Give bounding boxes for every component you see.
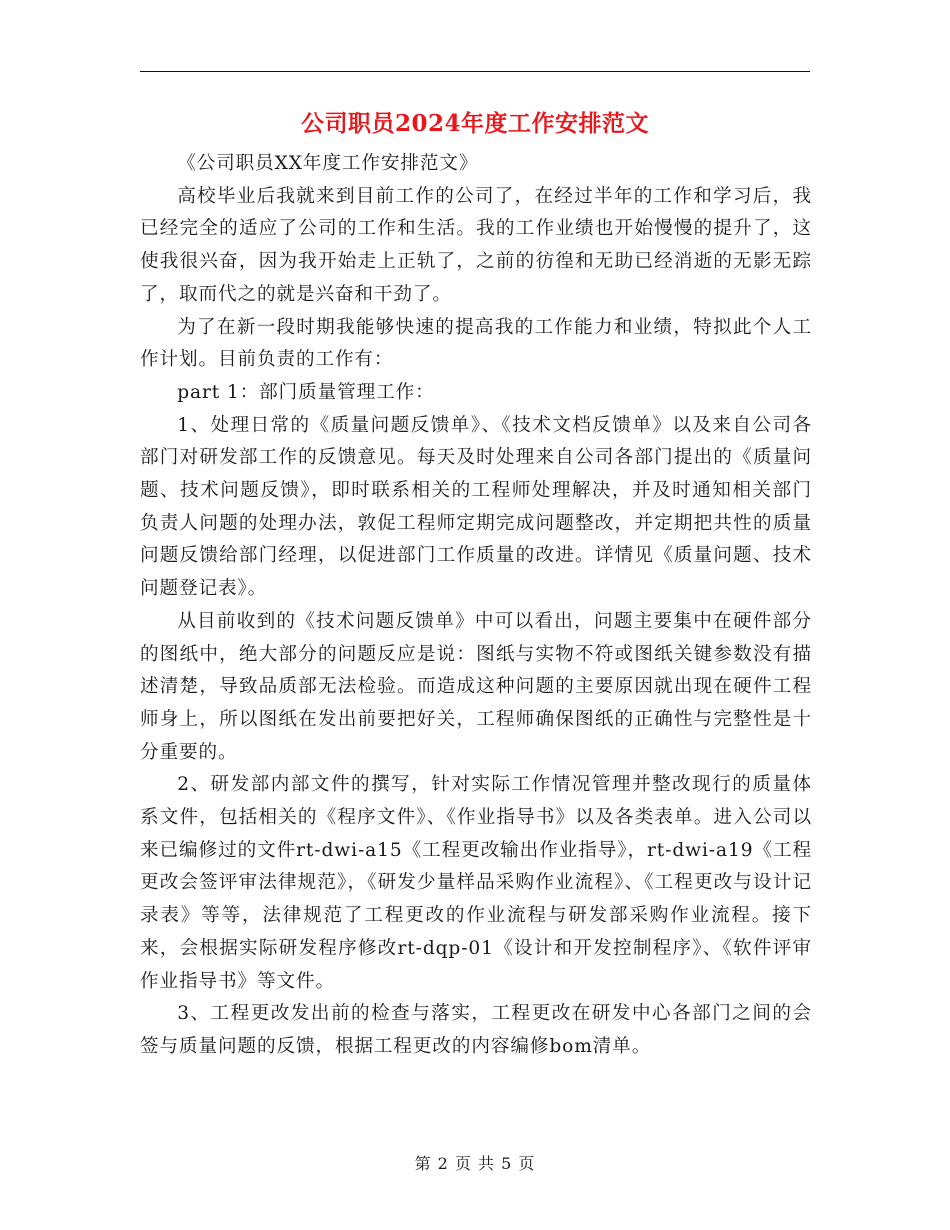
paragraph-intro: 高校毕业后我就来到目前工作的公司了，在经过半年的工作和学习后，我已经完全的适应了公司的工作和生活。我的工作业绩也开始慢慢的提升了，这使我很兴奋，因为我开始走上正轨了，之前的彷徨和无助已经消逝的无影无踪了，取而代之的就是兴奋和干劲了。 <box>140 185 812 305</box>
paragraph-item-1: 1、处理日常的《质量问题反馈单》、《技术文档反馈单》以及来自公司各部门对研发部工作的反馈意见。每天及时处理来自公司各部门提出的《质量问题、技术问题反馈》，即时联系相关的工程师处理解决，并及时通知相关部门负责人问题的处理办法，敦促工程师定期完成问题整改，并定期把共性的质量问题反馈给部门经理，以促进部门工作质量的改进。详情见《质量问题、技术问题登记表》。 <box>140 414 812 600</box>
paragraph-subtitle: 《公司职员XX年度工作安排范文》 <box>177 153 479 174</box>
header-rule <box>140 71 810 72</box>
document-body <box>140 148 812 1064</box>
paragraph-part-heading: part 1：部门质量管理工作： <box>177 381 435 403</box>
paragraph-plan: 为了在新一段时期我能够快速的提高我的工作能力和业绩，特拟此个人工作计划。目前负责的工作有： <box>140 316 812 371</box>
paragraph-item-2: 2、研发部内部文件的撰写，针对实际工作情况管理并整改现行的质量体系文件，包括相关的《程序文件》、《作业指导书》以及各类表单。进入公司以来已编修过的文件rt-dwi-a15《工程更改输出作业指导》，rt-dwi-a19《工程更改会签评审法律规范》，《研发少量样品采购作业流程》、《工程更改与设计记录表》等等，法律规范了工程更改的作业流程与研发部采购作业流程。接下来，会根据实际研发程序修改rt-dqp-01《设计和开发控制程序》、《软件评审作业指导书》等文件。 <box>140 774 812 992</box>
paragraph-item-3: 3、工程更改发出前的检查与落实，工程更改在研发中心各部门之间的会签与质量问题的反馈，根据工程更改的内容编修bom清单。 <box>140 1003 812 1057</box>
paragraph-analysis: 从目前收到的《技术问题反馈单》中可以看出，问题主要集中在硬件部分的图纸中，绝大部分的问题反应是说：图纸与实物不符或图纸关键参数没有描述清楚，导致品质部无法检验。而造成这种问题的主要原因就出现在硬件工程师身上，所以图纸在发出前要把好关，工程师确保图纸的正确性与完整性是十分重要的。 <box>140 610 812 763</box>
document-title: 公司职员2024年度工作安排范文 <box>300 110 649 137</box>
page-number-footer: 第 2 页 共 5 页 <box>414 1154 536 1173</box>
